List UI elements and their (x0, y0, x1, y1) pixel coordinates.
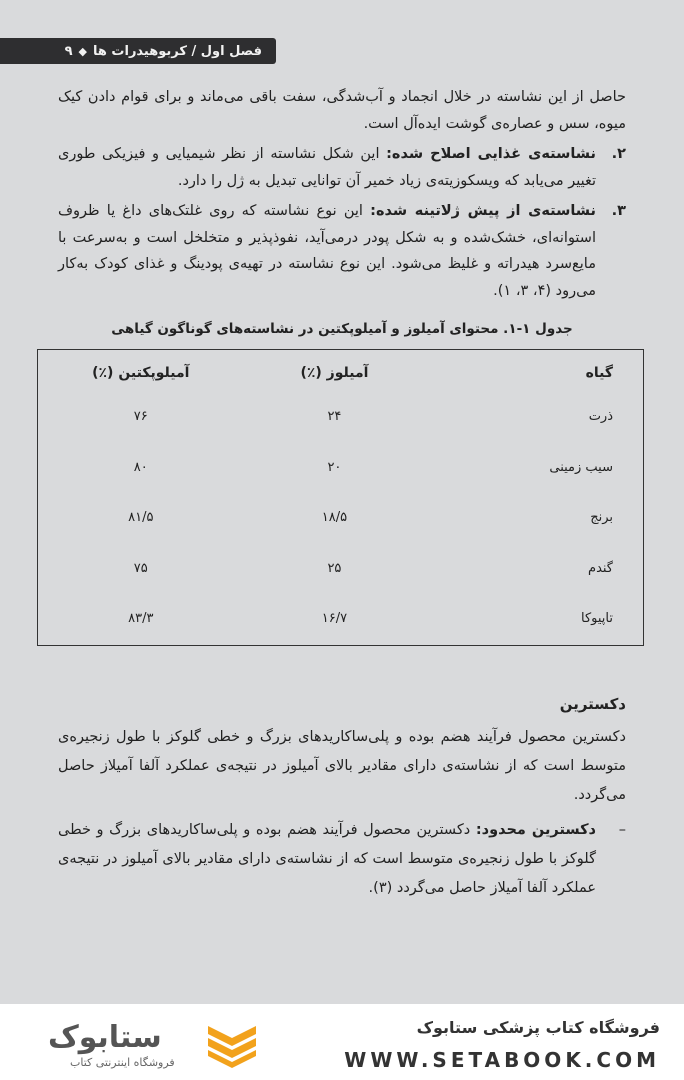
cell-amylopectin: ۸۳/۳ (128, 611, 154, 626)
logo-subtitle: فروشگاه اینترنتی کتاب (70, 1056, 175, 1069)
cell-plant: ذرت (588, 409, 613, 424)
table-row (38, 392, 644, 443)
cell-plant: تاپیوکا (581, 611, 613, 626)
store-name: فروشگاه کتاب پزشکی ستابوک (416, 1018, 660, 1037)
cell-amylose: ۱۸/۵ (321, 510, 348, 525)
cell-plant: برنج (590, 510, 613, 525)
item-term: نشاسته‌ی از پیش ژلاتینه شده: (370, 203, 597, 219)
table-header-row (38, 349, 644, 392)
intro-paragraph: حاصل از این نشاسته در خلال انجماد و آب‌شدگی، سفت باقی می‌ماند و برای قوام دادن کیک میوه، سس و عصاره‌ی گوشت ایده‌آل است. (58, 89, 626, 132)
dextrin-paragraph: دکسترین محصول فرآیند هضم بوده و پلی‌ساکاریدهای بزرگ و خطی گلوکز با طول زنجیره‌ی متوسط است که از نشاسته‌ی دارای مقادیر بالای آمیلوز در نتیجه‌ی عملکرد آلفا آمیلاز حاصل می‌گردد. (58, 729, 626, 803)
cell-amylose: ۲۵ (327, 560, 342, 576)
store-url-link[interactable]: WWW.SETABOOK.COM (344, 1048, 660, 1072)
cell-amylose: ۲۰ (327, 459, 342, 475)
list-item (58, 141, 626, 194)
table-row (38, 544, 644, 595)
list-item (58, 198, 626, 304)
logo-wordmark: ستابوک (48, 1020, 162, 1055)
diamond-icon: ◆ (78, 44, 87, 58)
item-text: این نوع نشاسته که روی غلتک‌های داغ یا ظروف استوانه‌ای، خشک‌شده و به شکل پودر درمی‌آید، نفوذپذیر و متخلخل است و به‌سرعت با مایع‌سرد هیدراته و غلیظ می‌شود. این نوع نشاسته در تهیه‌ی پودینگ و غذای کودک به‌کار می‌رود (۴، ۳، ۱). (58, 203, 596, 299)
store-footer (0, 1004, 684, 1080)
bullet-item (58, 816, 626, 903)
header-plant: گیاه (585, 364, 613, 381)
book-chevron-icon (206, 1022, 258, 1068)
dextrin-section (58, 690, 626, 903)
page-number: ۹ (64, 43, 73, 59)
dash-icon: – (618, 822, 626, 838)
item-number: ۲. (611, 146, 626, 162)
table-row (38, 443, 644, 494)
bullet-term: دکسترین محدود: (475, 822, 596, 838)
section-title: دکسترین (559, 695, 626, 713)
table-row (38, 493, 644, 544)
header-amylose: آمیلوز (٪) (300, 364, 369, 381)
chapter-title: فصل اول / کربوهیدرات ها (93, 43, 262, 59)
cell-amylopectin: ۸۱/۵ (128, 510, 154, 525)
table-row (38, 594, 644, 645)
store-logo[interactable] (18, 1016, 268, 1072)
cell-amylopectin: ۷۵ (133, 560, 148, 576)
table-caption: جدول ۱-۱. محتوای آمیلوز و آمیلوپکتین در نشاسته‌های گوناگون گیاهی (111, 321, 573, 337)
item-number: ۳. (611, 203, 626, 219)
item-text: این شکل نشاسته از نظر شیمیایی و فیزیکی طوری تغییر می‌یابد که ویسکوزیته‌ی زیاد خمیر آن توانایی تبدیل به ژل را دارد. (58, 146, 596, 189)
amylose-table (37, 349, 644, 646)
cell-amylose: ۱۶/۷ (321, 611, 348, 626)
chapter-header (0, 38, 276, 64)
main-content (58, 84, 626, 646)
cell-plant: سیب زمینی (549, 459, 613, 475)
bullet-text: دکسترین محصول فرآیند هضم بوده و پلی‌ساکاریدهای بزرگ و خطی گلوکز با طول زنجیره‌ی متوسط است که از نشاسته‌ی دارای مقادیر بالای آمیلوز در نتیجه‌ی عملکرد آلفا آمیلاز حاصل می‌گردد (۳). (58, 822, 596, 896)
cell-amylopectin: ۷۶ (133, 409, 148, 424)
cell-plant: گندم (588, 560, 613, 576)
header-amylopectin: آمیلوپکتین (٪) (92, 364, 190, 381)
cell-amylopectin: ۸۰ (133, 459, 148, 475)
cell-amylose: ۲۴ (327, 409, 342, 424)
item-term: نشاسته‌ی غذایی اصلاح شده: (386, 146, 596, 162)
